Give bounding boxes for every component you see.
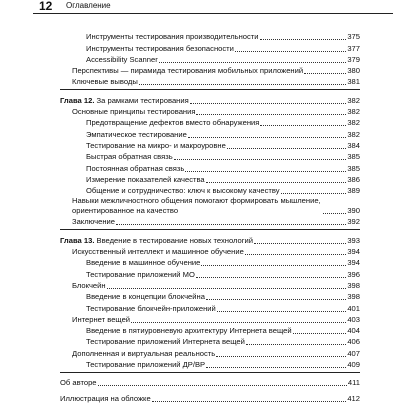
toc-entry[interactable]	[60, 216, 360, 227]
toc-entry-title: Общение и сотрудничество: ключ к высокому качеству	[86, 186, 280, 196]
toc-entry-title: Тестирование блокчейн-приложений	[86, 303, 216, 313]
toc-chapter-entry[interactable]	[60, 377, 360, 388]
dot-leader	[107, 288, 347, 289]
toc-chapter-13	[60, 234, 360, 373]
toc-entry-title: Дополненная и виртуальная реальность	[72, 348, 216, 358]
chapter-title: За рамками тестирования	[96, 95, 189, 105]
toc-back-matter	[60, 377, 360, 406]
dot-leader	[206, 182, 347, 183]
toc-page-number: 375	[347, 32, 360, 42]
toc-entry[interactable]	[60, 54, 360, 65]
toc-entry-title: Постоянная обратная связь	[86, 163, 185, 173]
toc-page-number: 386	[347, 174, 360, 184]
dot-leader	[206, 299, 346, 300]
dot-leader	[201, 265, 346, 266]
toc-page-number: 398	[347, 292, 360, 302]
toc-page-number: 382	[347, 118, 360, 128]
toc-entry-title: Измерение показателей качества	[86, 174, 205, 184]
toc-entry-title: Интернет вещей	[72, 314, 131, 324]
page-number: 12	[39, 0, 53, 13]
toc-chapter-entry[interactable]	[60, 392, 360, 403]
toc-chapter-entry[interactable]	[60, 234, 360, 245]
toc-entry[interactable]	[60, 65, 360, 76]
dot-leader	[190, 103, 347, 104]
toc-page-number: 381	[347, 77, 360, 87]
toc-entry[interactable]	[60, 76, 360, 87]
toc-entry[interactable]	[60, 347, 360, 358]
toc-entry-title: Иллюстрация на обложке	[60, 393, 151, 403]
toc-entry-title: Искусственный интеллект и машинное обучение	[72, 247, 244, 257]
toc-entry-title: Тестирование приложений МО	[86, 269, 195, 279]
toc-chapter-12	[60, 94, 360, 230]
toc-page-number: 389	[347, 186, 360, 196]
toc-page-number: 390	[347, 206, 360, 216]
page-header	[33, 0, 393, 14]
dot-leader	[216, 356, 346, 357]
toc-entry-title: Accessibility Scanner	[86, 54, 158, 64]
dot-leader	[131, 322, 346, 323]
toc-entry[interactable]	[60, 336, 360, 347]
toc-entry[interactable]	[60, 162, 360, 173]
toc-entry[interactable]	[60, 140, 360, 151]
toc-page-number: 385	[347, 163, 360, 173]
toc-entry[interactable]	[60, 196, 360, 216]
toc-entry[interactable]	[60, 117, 360, 128]
toc-page-number: 403	[347, 314, 360, 324]
dot-leader	[139, 84, 347, 85]
toc-chapter-entry[interactable]	[60, 94, 360, 105]
toc-entry-title: Тестирование приложений ДР/ВР	[86, 360, 206, 370]
dot-leader	[116, 224, 346, 225]
toc-entry-title: Введение в машинное обучение	[86, 258, 201, 268]
toc-entry-title: Ключевые выводы	[72, 77, 138, 87]
toc-entry-title: Тестирование приложений Интернета вещей	[86, 337, 245, 347]
running-title: Оглавление	[66, 1, 111, 10]
dot-leader	[245, 254, 347, 255]
dot-leader	[281, 193, 347, 194]
toc-entry-title: Введение в концепции блокчейна	[86, 292, 205, 302]
table-of-contents	[60, 31, 360, 409]
dot-leader	[196, 277, 346, 278]
dot-leader	[217, 311, 347, 312]
toc-section-continued	[60, 31, 360, 90]
toc-entry-title: Об авторе	[60, 378, 97, 388]
toc-entry-title: Блокчейн	[72, 280, 106, 290]
toc-page-number: 393	[347, 235, 360, 245]
toc-entry[interactable]	[60, 128, 360, 139]
toc-page-number: 407	[347, 348, 360, 358]
toc-page-number: 384	[347, 140, 360, 150]
toc-entry[interactable]	[60, 246, 360, 257]
toc-page-number: 382	[347, 129, 360, 139]
toc-entry[interactable]	[60, 106, 360, 117]
toc-entry-title: Инструменты тестирования производительности	[86, 32, 259, 42]
toc-entry[interactable]	[60, 42, 360, 53]
toc-page-number: 396	[347, 269, 360, 279]
toc-entry-title: Заключение	[72, 217, 116, 227]
toc-entry[interactable]	[60, 359, 360, 370]
chapter-label: Глава 13.	[60, 235, 97, 245]
dot-leader	[304, 73, 346, 74]
toc-entry[interactable]	[60, 185, 360, 196]
dot-leader	[293, 333, 347, 334]
dot-leader	[260, 39, 347, 40]
dot-leader	[323, 213, 346, 214]
chapter-label: Глава 12.	[60, 95, 97, 105]
toc-entry-title: Перспективы — пирамида тестирования мобильных приложений	[72, 66, 304, 76]
toc-entry-title: Тестирование на микро- и макроуровне	[86, 140, 226, 150]
dot-leader	[227, 148, 347, 149]
toc-page-number: 382	[347, 95, 360, 105]
dot-leader	[152, 401, 347, 402]
toc-page-number: 406	[347, 337, 360, 347]
toc-entry-title: Быстрая обратная связь	[86, 152, 173, 162]
dot-leader	[246, 344, 346, 345]
toc-entry-title: Предотвращение дефектов вместо обнаружения	[86, 118, 260, 128]
toc-entry[interactable]	[60, 174, 360, 185]
dot-leader	[98, 385, 347, 386]
toc-entry[interactable]	[60, 325, 360, 336]
toc-page-number: 404	[347, 326, 360, 336]
toc-page-number: 382	[347, 107, 360, 117]
toc-entry[interactable]	[60, 257, 360, 268]
toc-page-number: 411	[347, 378, 360, 388]
toc-page-number: 385	[347, 152, 360, 162]
toc-page-number: 377	[347, 43, 360, 53]
toc-page-number: 409	[347, 360, 360, 370]
toc-page-number: 392	[347, 217, 360, 227]
dot-leader	[159, 62, 347, 63]
toc-page-number: 394	[347, 247, 360, 257]
dot-leader	[260, 125, 346, 126]
toc-entry-title: Эмпатическое тестирование	[86, 129, 187, 139]
toc-entry-title: Основные принципы тестирования	[72, 107, 196, 117]
toc-page-number: 412	[347, 393, 360, 403]
chapter-title: Введение в тестирование новых технологий	[96, 235, 254, 245]
toc-page-number: 398	[347, 280, 360, 290]
toc-entry[interactable]	[60, 291, 360, 302]
toc-entry[interactable]	[60, 314, 360, 325]
toc-page-number: 394	[347, 258, 360, 268]
dot-leader	[174, 159, 347, 160]
dot-leader	[235, 51, 346, 52]
toc-entry[interactable]	[60, 151, 360, 162]
toc-entry-title	[60, 96, 189, 106]
toc-entry[interactable]	[60, 268, 360, 279]
toc-page-number: 380	[347, 66, 360, 76]
toc-page-number: 379	[347, 54, 360, 64]
dot-leader	[196, 114, 346, 115]
toc-page-number: 401	[347, 303, 360, 313]
toc-entry-title: Введение в пятиуровневую архитектуру Интернета вещей	[86, 326, 292, 336]
dot-leader	[185, 171, 346, 172]
toc-entry-title: Инструменты тестирования безопасности	[86, 43, 234, 53]
toc-entry[interactable]	[60, 302, 360, 313]
toc-entry-title: Навыки межличностного общения помогают формировать мышление, ориентированное на качество	[72, 196, 321, 216]
toc-entry[interactable]	[60, 280, 360, 291]
toc-entry-title	[60, 236, 253, 246]
dot-leader	[254, 243, 346, 244]
dot-leader	[188, 137, 346, 138]
toc-entry[interactable]	[60, 31, 360, 42]
dot-leader	[206, 367, 346, 368]
